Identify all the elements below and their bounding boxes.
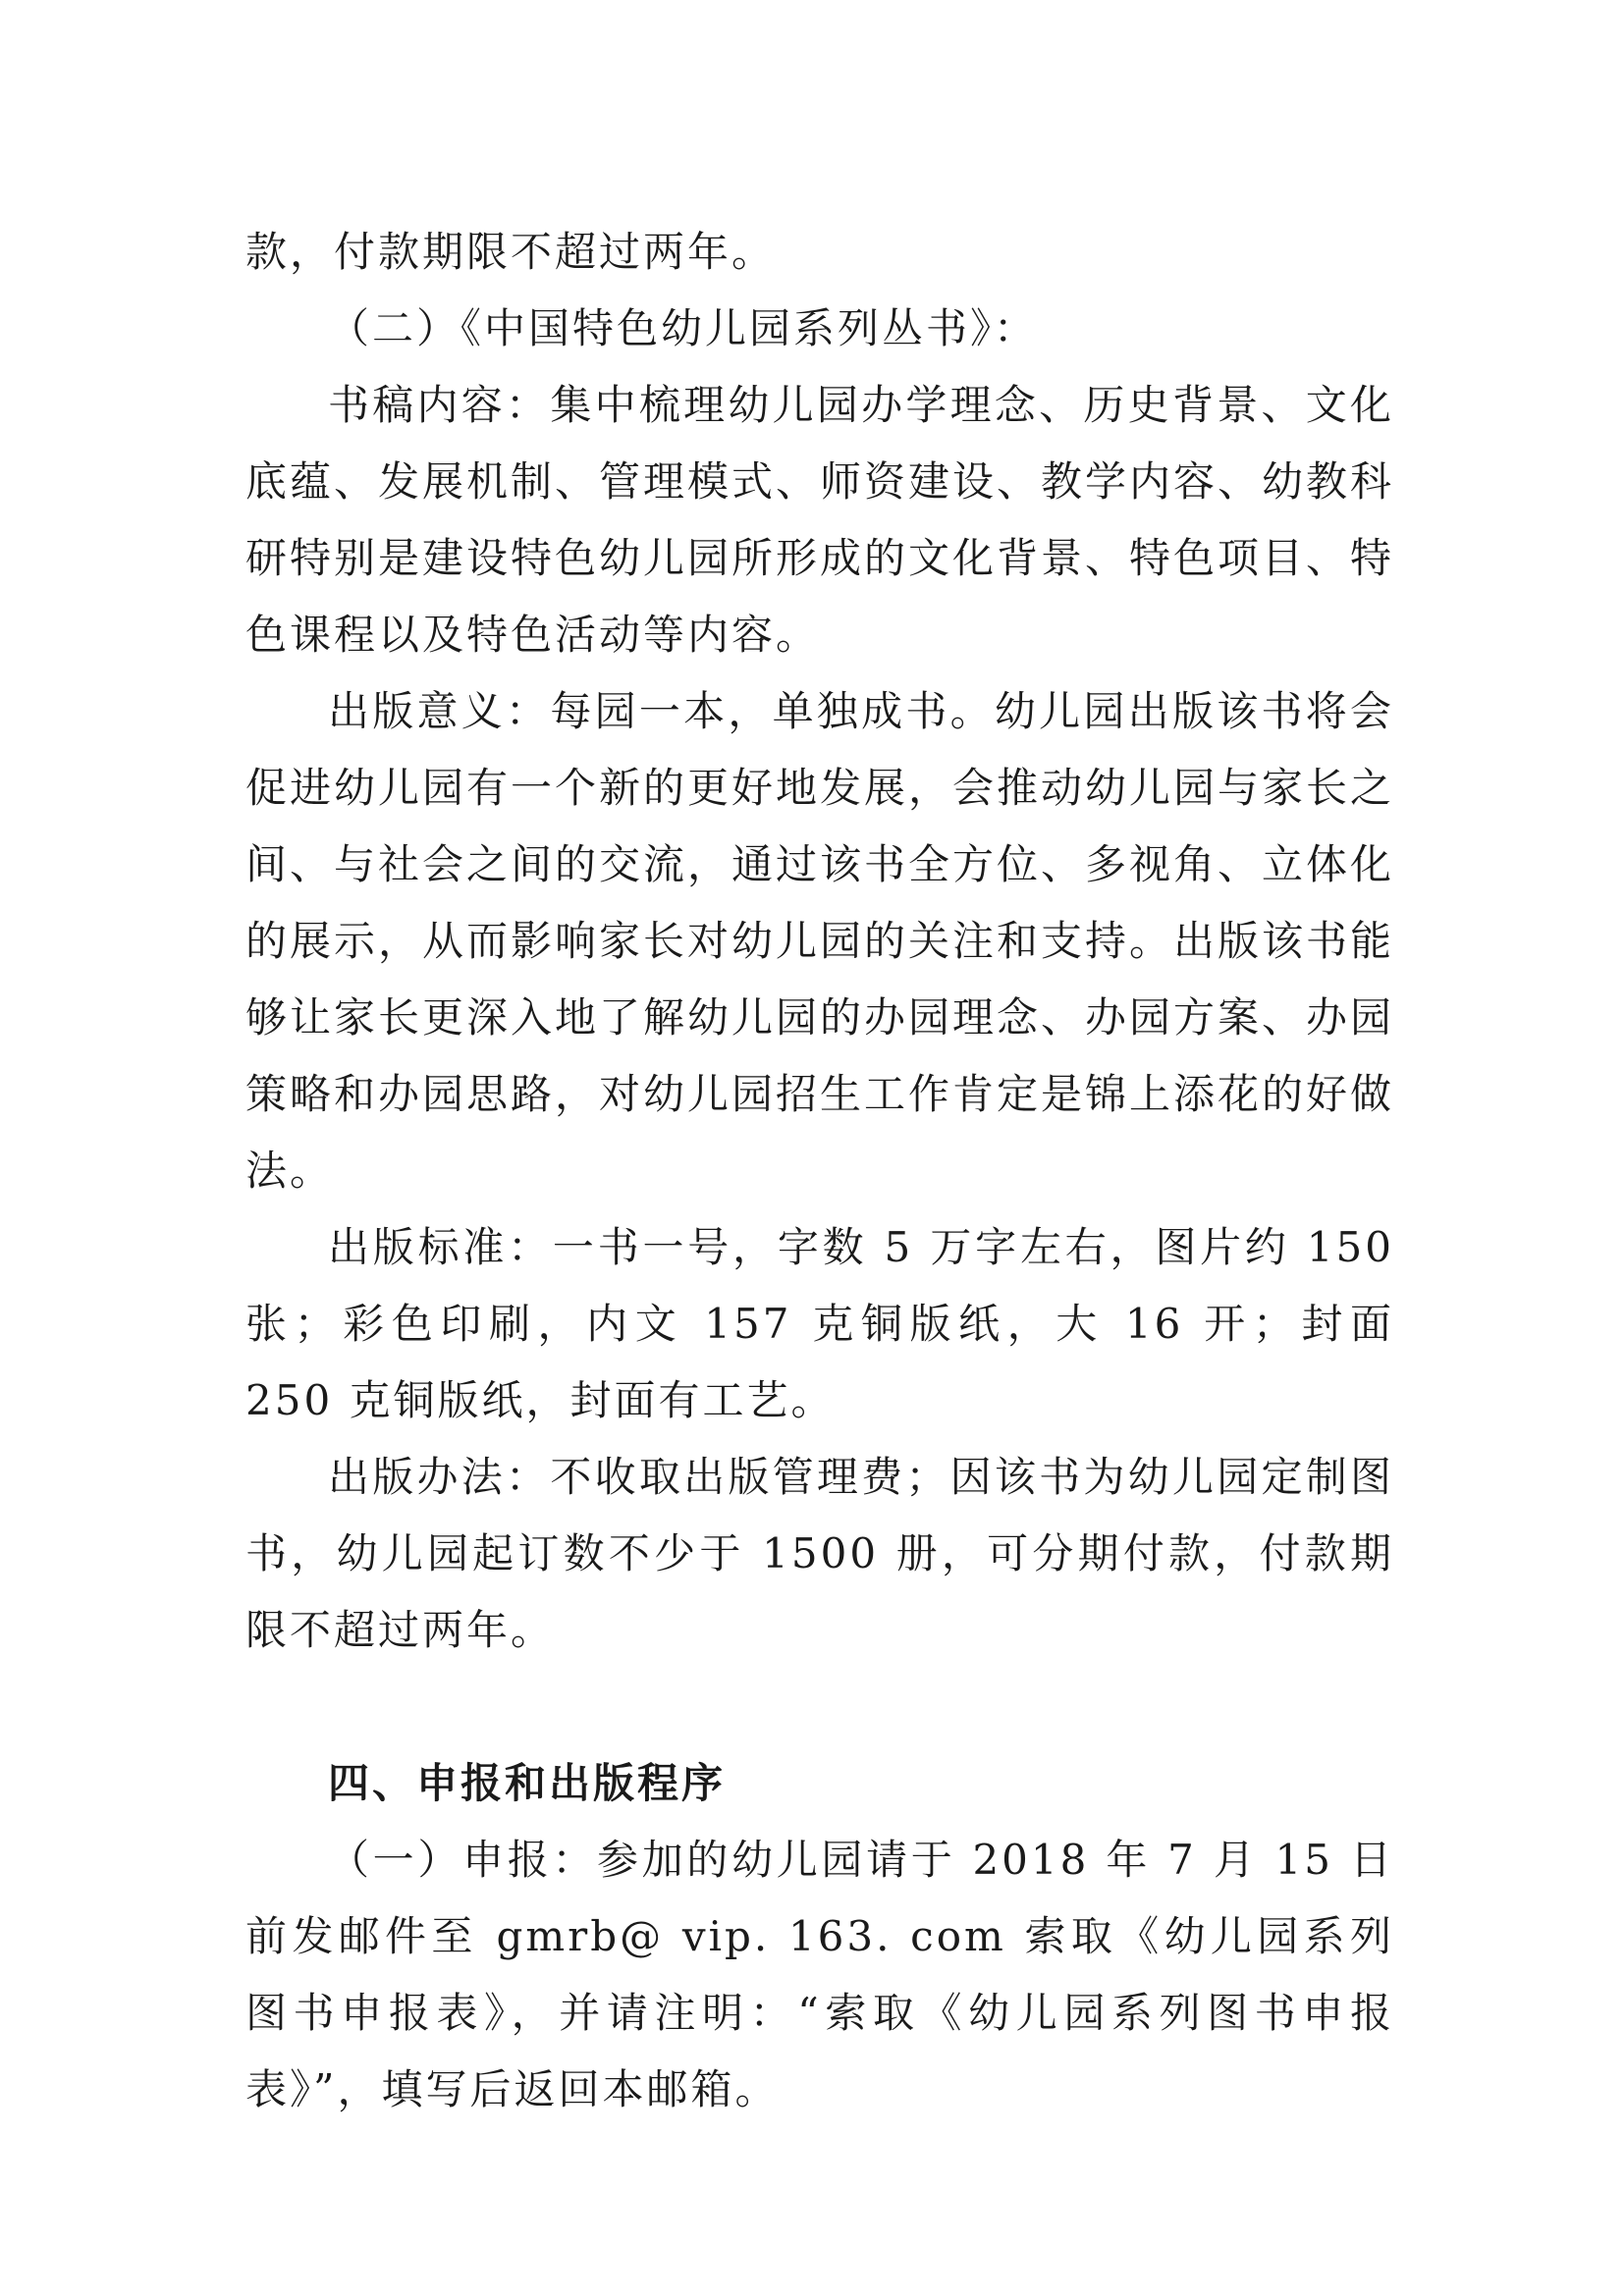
paragraph-body: 参加的幼儿园请于 2018 年 7 月 15 日前发邮件至 gmrb@ vip. 163. com 索取《幼儿园系列图书申报表》，并请注明：“索取《幼儿园系列图书申报表》”，填写后返回本邮箱。 — [245, 1836, 1394, 2113]
paragraph-standard — [245, 1209, 1394, 1439]
paragraph-lead: （一）申报： — [328, 1836, 598, 1884]
paragraph-method — [245, 1439, 1394, 1669]
section-heading: 四、申报和出版程序 — [328, 1759, 727, 1807]
paragraph-lead: 出版意义： — [328, 687, 551, 735]
paragraph-body: 不收取出版管理费；因该书为幼儿园定制图书，幼儿园起订数不少于 1500 册，可分期付款，付款期限不超过两年。 — [245, 1453, 1394, 1654]
paragraph-lead: 出版办法： — [328, 1453, 551, 1501]
subsection-title: （二）《中国特色幼儿园系列丛书》： — [328, 304, 1039, 352]
paragraph-body: 每园一本，单独成书。幼儿园出版该书将会促进幼儿园有一个新的更好地发展，会推动幼儿园与家长之间、与社会之间的交流，通过该书全方位、多视角、立体化的展示，从而影响家长对幼儿园的关注和支持。出版该书能够让家长更深入地了解幼儿园的办园理念、办园方案、办园策略和办园思路，对幼儿园招生工作肯定是锦上添花的好做法。 — [245, 687, 1395, 1195]
paragraph-content — [245, 367, 1394, 673]
paragraph-lead: 出版标准： — [328, 1223, 553, 1271]
paragraph-lead: 书稿内容： — [328, 381, 551, 429]
section-gap — [245, 1669, 1394, 1745]
paragraph-body: 一书一号，字数 5 万字左右，图片约 150 张；彩色印刷，内文 157 克铜版纸，大 16 开；封面 250 克铜版纸，封面有工艺。 — [245, 1223, 1394, 1424]
document-page — [245, 214, 1394, 2128]
paragraph-significance — [245, 673, 1394, 1209]
paragraph-application — [245, 1822, 1394, 2128]
paragraph-continuation: 款，付款期限不超过两年。 — [245, 228, 777, 276]
paragraph-body: 集中梳理幼儿园办学理念、历史背景、文化底蕴、发展机制、管理模式、师资建设、教学内容、幼教科研特别是建设特色幼儿园所形成的文化背景、特色项目、特色课程以及特色活动等内容。 — [245, 381, 1395, 659]
